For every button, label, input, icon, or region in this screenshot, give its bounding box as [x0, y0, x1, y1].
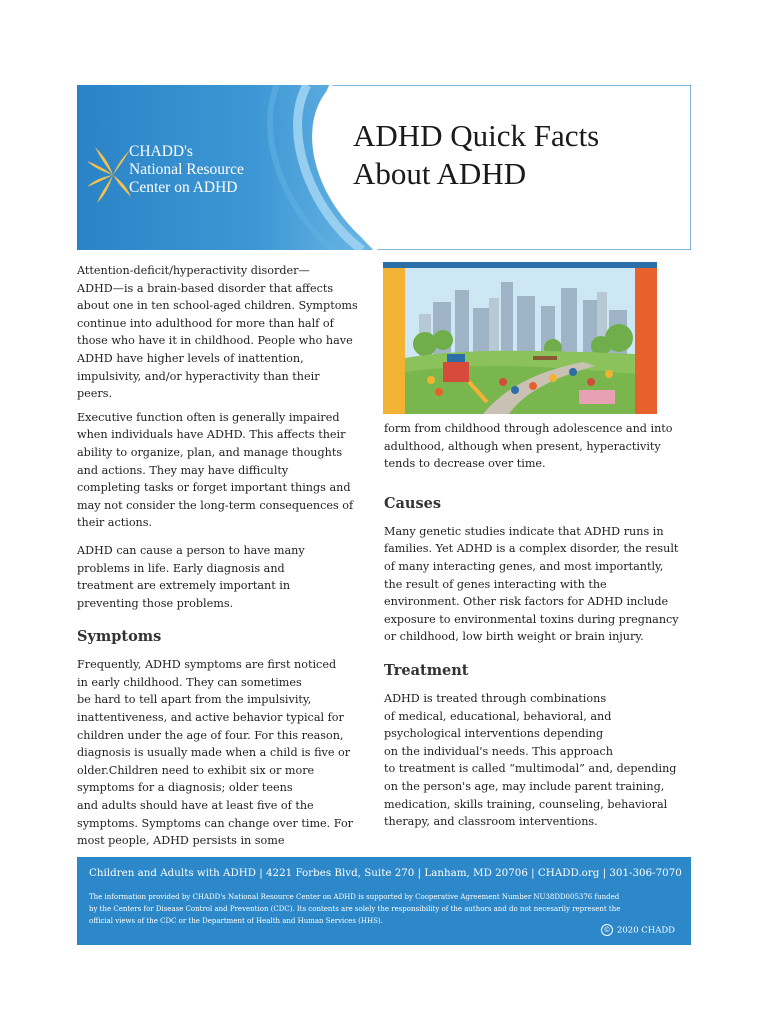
text-line: and actions. They may have difficulty	[77, 463, 289, 477]
text-line: problems in life. Early diagnosis and	[77, 561, 285, 575]
text-line: diagnosis is usually made when a child is five or	[77, 746, 351, 760]
text-line: inattentiveness, and active behavior typical for	[77, 711, 344, 725]
text-line: Executive function often is generally impaired	[77, 410, 340, 424]
text-line: on the person's age, may include parent training,	[384, 779, 665, 793]
text-line: may not consider the long-term consequences of	[77, 498, 354, 512]
text-line: ADHD is treated through combinations	[384, 691, 607, 705]
text-line: preventing those problems.	[77, 596, 234, 610]
text-line: treatment are extremely important in	[77, 579, 291, 593]
text-line: their actions.	[77, 516, 153, 530]
copyright	[601, 924, 675, 936]
text-line: ADHD can cause a person to have many	[77, 543, 305, 557]
text-line: ability to organize, plan, and manage thoughts	[77, 445, 343, 459]
text-line: form from childhood through adolescence and into	[384, 422, 673, 435]
text-line: exposure to environmental toxins during pregnancy	[384, 612, 679, 626]
text-line: Frequently, ADHD symptoms are first noticed	[77, 658, 337, 672]
copyright-text: 2020 CHADD	[616, 925, 675, 936]
disclaimer	[89, 891, 684, 927]
text-line: and adults should have at least five of the	[77, 799, 314, 813]
text-line: when individuals have ADHD. This affects their	[77, 428, 346, 442]
treatment-heading: Treatment	[384, 661, 469, 679]
title-line-1: ADHD Quick Facts	[353, 118, 600, 153]
text-line: children under the age of four. For this reason,	[77, 728, 344, 742]
disclaimer-line: The information provided by CHADD's National Resource Center on ADHD is supported by Cooperative Agreement Number NU38DD005376 funded	[89, 893, 620, 901]
text-line: therapy, and classroom interventions.	[384, 815, 598, 829]
text-line: impulsivity, and/or hyperactivity than their	[77, 369, 320, 383]
text-line: environment. Other risk factors for ADHD include	[384, 595, 669, 609]
text-line: tends to decrease over time.	[384, 457, 546, 471]
chadd-logo	[85, 143, 285, 213]
text-line: in early childhood. They can sometimes	[77, 675, 302, 689]
causes-heading: Causes	[384, 494, 442, 512]
text-line: peers.	[77, 387, 113, 401]
title-line-2: About ADHD	[353, 156, 527, 191]
text-line: families. Yet ADHD is a complex disorder, the result	[384, 542, 679, 556]
text-line: continue into adulthood for more than half of	[77, 316, 334, 330]
continued-paragraph	[384, 420, 684, 473]
symptoms-paragraph	[77, 656, 352, 850]
text-line: completing tasks or forget important things and	[77, 481, 351, 495]
text-line: be hard to tell apart from the impulsivity,	[77, 693, 312, 707]
footer-box	[77, 857, 691, 945]
park-scene-illustration	[383, 262, 657, 414]
logo-line-2: National Resource	[129, 161, 244, 178]
disclaimer-line: official views of the CDC or the Department of Health and Human Services (HHS).	[89, 917, 383, 925]
text-line: the result of genes interacting with the	[384, 577, 607, 591]
intro-paragraph	[77, 262, 358, 403]
text-line: Attention-deficit/hyperactivity disorder—	[77, 264, 310, 277]
text-line: about one in ten school-aged children. Symptoms	[77, 299, 358, 313]
text-line: psychological interventions depending	[384, 727, 604, 741]
text-line: of medical, educational, behavioral, and	[384, 709, 612, 723]
logo-line-3: Center on ADHD	[129, 179, 238, 196]
text-line: adulthood, although when present, hyperactivity	[384, 439, 661, 453]
treatment-paragraph	[384, 690, 684, 831]
text-line: ADHD—is a brain-based disorder that affects	[77, 281, 334, 295]
disclaimer-line: by the Centers for Disease Control and Prevention (CDC). Its contents are solely the responsibility of the authors and do not necesarily represent the	[89, 905, 621, 913]
text-line: medication, skills training, counseling, behavioral	[384, 797, 668, 811]
text-line: ADHD have higher levels of inattention,	[77, 351, 304, 365]
text-line: symptoms for a diagnosis; older teens	[77, 781, 293, 795]
executive-function-paragraph	[77, 409, 352, 532]
text-line: or childhood, low birth weight or brain injury.	[384, 630, 644, 644]
text-line: to treatment is called “multimodal” and, depending	[384, 762, 677, 776]
text-line: older.Children need to exhibit six or more	[77, 763, 315, 777]
copyright-icon: ©	[601, 924, 613, 936]
text-line: most people, ADHD persists in some	[77, 834, 285, 848]
header-banner	[77, 85, 691, 250]
logo-line-1: CHADD's	[129, 143, 193, 160]
left-column	[77, 262, 358, 856]
causes-paragraph	[384, 523, 684, 646]
page-title	[353, 117, 599, 193]
contact-line: Children and Adults with ADHD | 4221 Forbes Blvd, Suite 270 | Lanham, MD 20706 | CHADD.org | 301-306-7070	[89, 867, 682, 879]
text-line: those who have it in childhood. People who have	[77, 334, 353, 348]
text-line: symptoms. Symptoms can change over time. For	[77, 816, 354, 830]
problems-paragraph	[77, 542, 352, 612]
text-line: of many interacting genes, and most importantly,	[384, 559, 664, 573]
symptoms-heading: Symptoms	[77, 628, 162, 646]
text-line: on the individual's needs. This approach	[384, 744, 614, 758]
text-line: Many genetic studies indicate that ADHD runs in	[384, 524, 664, 538]
right-column	[384, 420, 684, 837]
